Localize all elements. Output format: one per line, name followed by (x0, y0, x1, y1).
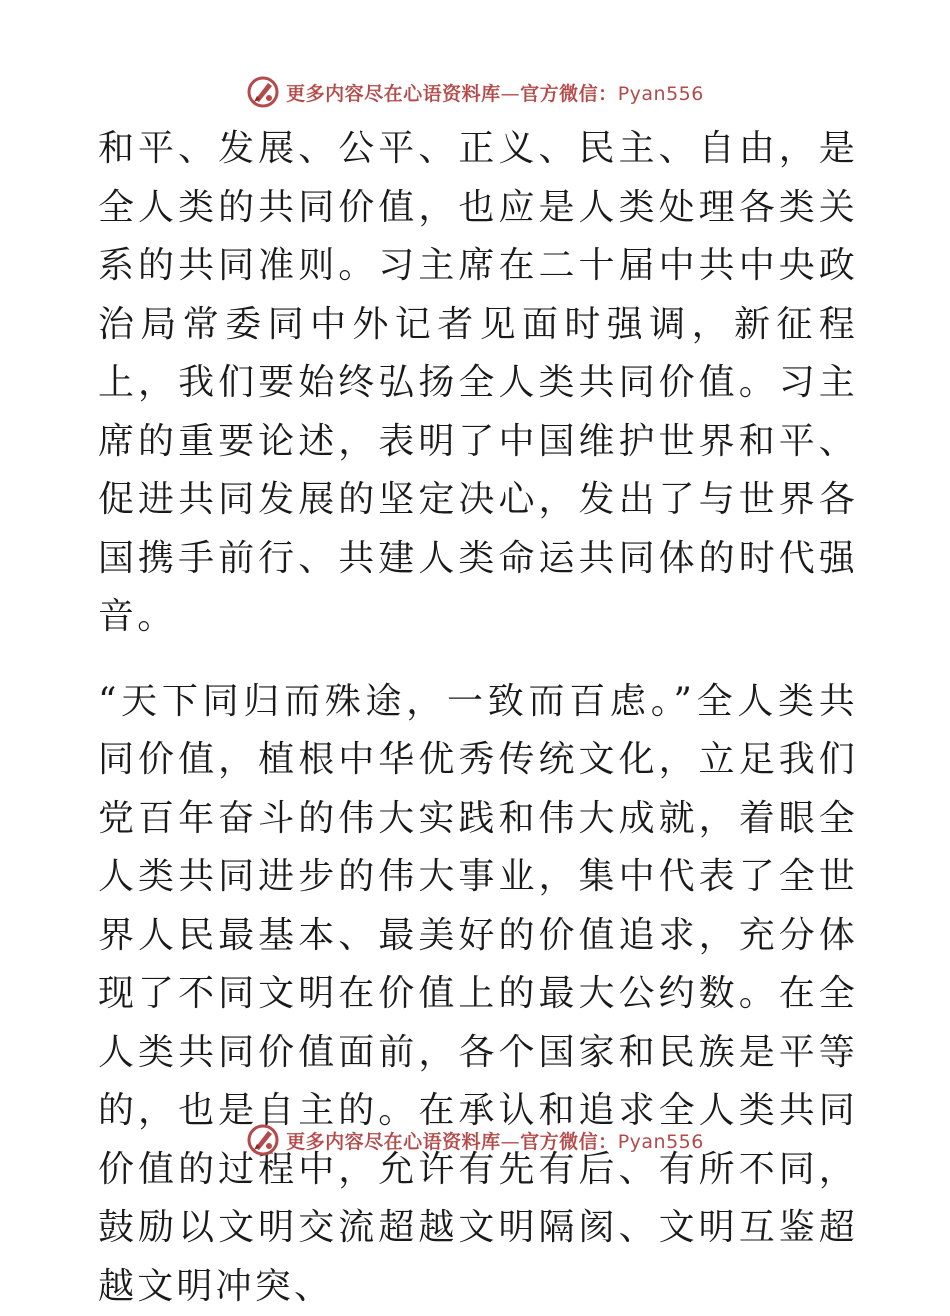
header-wechat-id: Pyan556 (618, 83, 704, 105)
footer-separator: — (501, 1131, 521, 1153)
footer-banner-text (286, 1127, 704, 1154)
logo-icon (246, 1123, 280, 1157)
header-banner (0, 72, 950, 112)
paragraph-1: 和平、发展、公平、正义、民主、自由，是全人类的共同价值，也应是人类处理各类关系的共同准则。习主席在二十届中共中央政治局常委同中外记者见面时强调，新征程上，我们要始终弘扬全人类共同价值。习主席的重要论述，表明了中国维护世界和平、促进共同发展的坚定决心，发出了与世界各国携手前行、共建人类命运共同体的时代强音。 (98, 120, 858, 647)
footer-wechat-label: 官方微信： (520, 1131, 618, 1153)
header-site-text: 更多内容尽在心语资料库 (286, 83, 501, 105)
header-banner-text (286, 79, 704, 106)
footer-site-text: 更多内容尽在心语资料库 (286, 1131, 501, 1153)
header-wechat-label: 官方微信： (520, 83, 618, 105)
footer-wechat-id: Pyan556 (618, 1131, 704, 1153)
paragraph-2: “天下同归而殊途，一致而百虑。”全人类共同价值，植根中华优秀传统文化，立足我们党百年奋斗的伟大实践和伟大成就，着眼全人类共同进步的伟大事业，集中代表了全世界人民最基本、最美好的价值追求，充分体现了不同文明在价值上的最大公约数。在全人类共同价值面前，各个国家和民族是平等的，也是自主的。在承认和追求全人类共同价值的过程中，允许有先有后、有所不同，鼓励以文明交流超越文明隔阂、文明互鉴超越文明冲突、 (98, 673, 858, 1316)
footer-banner (0, 1120, 950, 1160)
logo-icon (246, 75, 280, 109)
header-separator: — (501, 83, 521, 105)
